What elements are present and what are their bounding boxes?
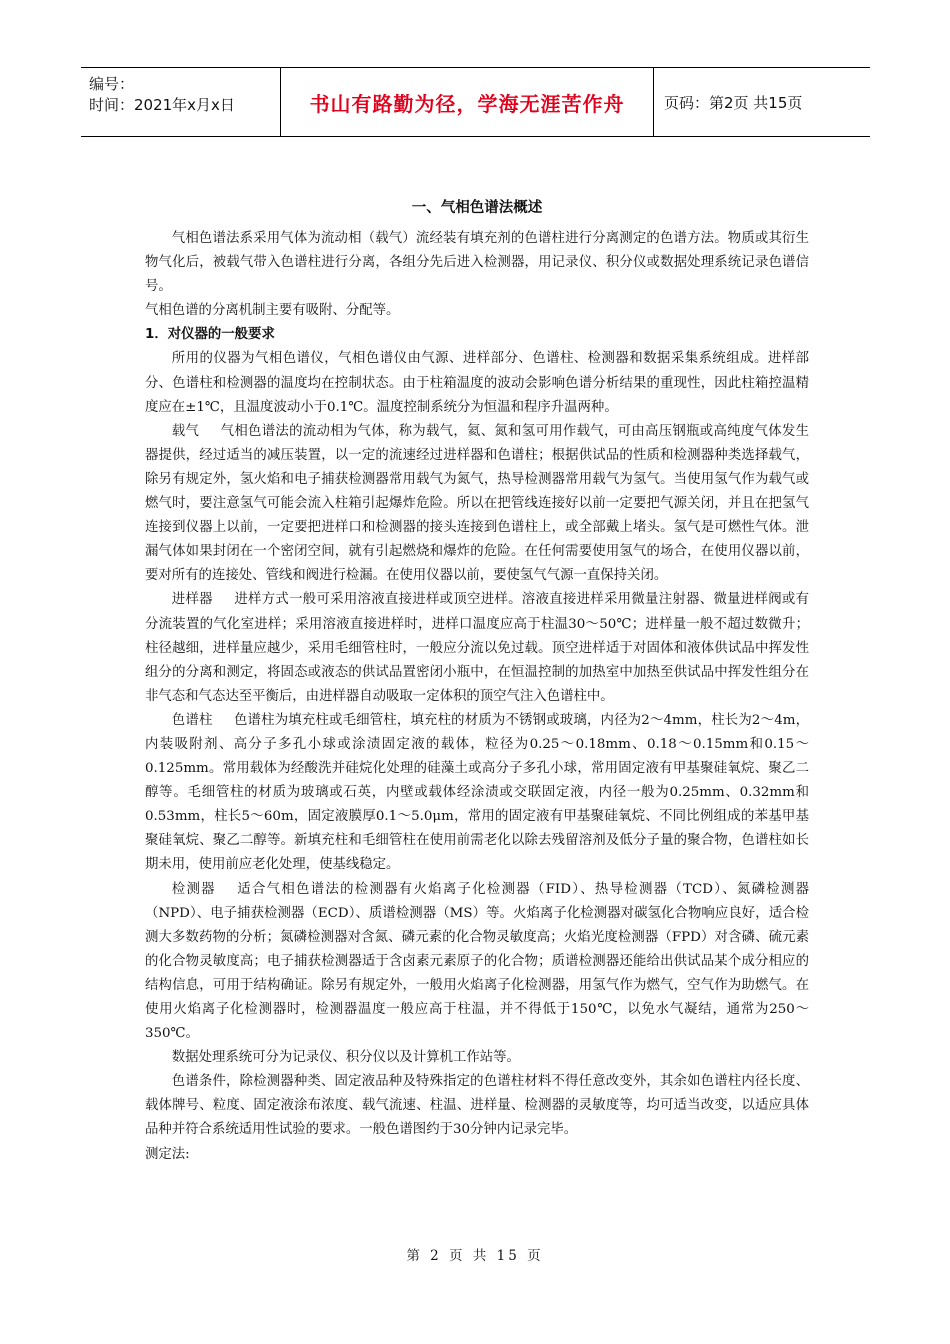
text-injector: 进样方式一般可采用溶液直接进样或顶空进样。溶液直接进样采用微量注射器、微量进样阀或有分流装置的气化室进样；采用溶液直接进样时，进样口温度应高于柱温30～50℃；进样量一般不超过数微升；柱径越细，进样量应越少，采用毛细管柱时，一般应分流以免过载。顶空进样适于对固体和液体供试品中挥发性组分的分离和测定，将固态或液态的供试品置密闭小瓶中，在恒温控制的加热室中加热至供试品中挥发性组分在非气态和气态达至平衡后，由进样器自动吸取一定体积的顶空气注入色谱柱中。: [145, 592, 810, 704]
paragraph-column: [145, 709, 809, 878]
paragraph-injector: [145, 588, 809, 708]
page-header: [81, 67, 870, 137]
term-carrier-gas: 载气: [171, 423, 200, 439]
paragraph-data-processing: 数据处理系统可分为记录仪、积分仪以及计算机工作站等。: [171, 1050, 520, 1066]
term-column: 色谱柱: [171, 712, 213, 728]
header-page-info: 页码：第2页 共15页: [664, 93, 803, 112]
document-body: [145, 196, 809, 1167]
paragraph-instrument: 所用的仪器为气相色谱仪，气相色谱仪由气源、进样部分、色谱柱、检测器和数据采集系统组成。进样部分、色谱柱和检测器的温度均在控制状态。由于柱箱温度的波动会影响色谱分析结果的重现性，因此柱箱控温精度应在±1℃，且温度波动小于0.1℃。温度控制系统分为恒温和程序升温两种。: [145, 351, 809, 415]
paragraph-detector: [145, 878, 809, 1047]
paragraph-overview: 气相色谱法系采用气体为流动相（载气）流经装有填充剂的色谱柱进行分离测定的色谱方法。物质或其衍生物气化后，被载气带入色谱柱进行分离，各组分先后进入检测器，用记录仪、积分仪或数据处理系统记录色谱信号。: [145, 231, 809, 295]
doc-number-label: 编号：: [89, 75, 135, 93]
text-column: 色谱柱为填充柱或毛细管柱，填充柱的材质为不锈钢或玻璃，内径为2～4mm，柱长为2～4m，内装吸附剂、高分子多孔小球或涂渍固定液的载体，粒径为0.25～0.18mm、0.18～0.15mm和0.15～0.125mm。常用载体为经酸洗并硅烷化处理的硅藻土或高分子多孔小球，常用固定液有甲基聚硅氧烷、聚乙二醇等。毛细管柱的材质为玻璃或石英，内壁或载体经涂渍或交联固定液，内径一般为0.25mm、0.32mm和0.53mm，柱长5～60m，固定液膜厚0.1～5.0μm，常用的固定液有甲基聚硅氧烷、不同比例组成的苯基甲基聚硅氧烷、聚乙二醇等。新填充柱和毛细管柱在使用前需老化以除去残留溶剂及低分子量的聚合物，色谱柱如长期未用，使用前应老化处理，使基线稳定。: [145, 712, 810, 873]
subheading-instrument-requirements: 1．对仪器的一般要求: [145, 327, 275, 343]
paragraph-carrier-gas: [145, 420, 809, 589]
section-title: 一、气相色谱法概述: [411, 200, 543, 216]
paragraph-chromatographic-conditions: 色谱条件，除检测器种类、固定液品种及特殊指定的色谱柱材料不得任意改变外，其余如色谱柱内径长度、载体牌号、粒度、固定液涂布浓度、载气流速、柱温、进样量、检测器的灵敏度等，均可适当改变，以适应具体品种并符合系统适用性试验的要求。一般色谱图约于30分钟内记录完毕。: [145, 1074, 809, 1138]
text-carrier-gas: 气相色谱法的流动相为气体，称为载气，氦、氮和氢可用作载气，可由高压钢瓶或高纯度气体发生器提供，经过适当的减压装置，以一定的流速经过进样器和色谱柱；根据供试品的性质和检测器种类选择载气，除另有规定外，氢火焰和电子捕获检测器常用载气为氮气，热导检测器常用载气为氢气。当使用氢气作为载气或燃气时，要注意氢气可能会流入柱箱引起爆炸危险。所以在把管线连接好以前一定要把气源关闭，并且在把氢气连接到仪器上以前，一定要把进样口和检测器的接头连接到色谱柱上，或全部戴上堵头。氢气是可燃性气体。泄漏气体如果封闭在一个密闭空间，就有引起燃烧和爆炸的危险。在任何需要使用氢气的场合，在使用仪器以前，要对所有的连接处、管线和阀进行检漏。在使用仪器以前，要使氢气气源一直保持关闭。: [145, 423, 810, 584]
header-meta: [81, 68, 281, 136]
term-injector: 进样器: [171, 592, 213, 608]
header-motto: 书山有路勤为径，学海无涯苦作舟: [281, 68, 654, 136]
page-footer: 第 2 页 共 15 页: [406, 1248, 544, 1264]
paragraph-separation-mechanism: 气相色谱的分离机制主要有吸附、分配等。: [145, 303, 400, 319]
doc-time: 时间：2021年x月x日: [89, 96, 235, 114]
term-detector: 检测器: [171, 881, 216, 897]
text-detector: 适合气相色谱法的检测器有火焰离子化检测器（FID）、热导检测器（TCD）、氮磷检测器（NPD）、电子捕获检测器（ECD）、质谱检测器（MS）等。火焰离子化检测器对碳氢化合物响应良好，适合检测大多数药物的分析；氮磷检测器对含氮、磷元素的化合物灵敏度高；火焰光度检测器（FPD）对含磷、硫元素的化合物灵敏度高；电子捕获检测器适于含卤素元素原子的化合物；质谱检测器还能给出供试品某个成分相应的结构信息，可用于结构确证。除另有规定外，一般用火焰离子化检测器，用氢气作为燃气，空气作为助燃气。在使用火焰离子化检测器时，检测器温度一般应高于柱温，并不得低于150℃，以免水气凝结，通常为250～350℃。: [145, 881, 810, 1042]
paragraph-method: 测定法:: [145, 1146, 190, 1162]
